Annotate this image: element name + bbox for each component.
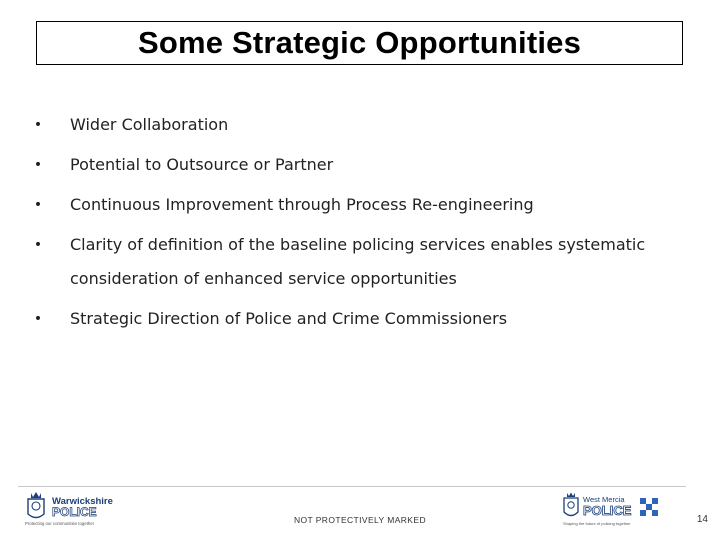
bullet-dot: • xyxy=(33,237,43,253)
bullet-dot: • xyxy=(33,197,43,213)
bullet-dot: • xyxy=(33,117,43,133)
left-logo-name: Warwickshire xyxy=(52,496,113,507)
police-crest-icon xyxy=(28,492,44,518)
bullet-text: Potential to Outsource or Partner xyxy=(70,155,334,174)
left-logo-tagline: Protecting our communities together xyxy=(25,521,95,526)
checkered-pattern-icon xyxy=(640,498,658,516)
right-logo-police: POLICE xyxy=(583,503,632,518)
bullet-item xyxy=(30,148,690,182)
bullet-list xyxy=(30,108,690,336)
bullet-dot: • xyxy=(33,157,43,173)
west-mercia-police-logo xyxy=(562,492,662,528)
bullet-dot: • xyxy=(33,311,43,327)
slide-title-box xyxy=(36,21,683,65)
footer-divider xyxy=(18,486,686,487)
protective-marking: NOT PROTECTIVELY MARKED xyxy=(293,515,426,525)
left-logo-police: POLICE xyxy=(52,505,97,519)
bullet-item xyxy=(30,108,690,142)
bullet-item xyxy=(30,302,690,336)
bullet-item xyxy=(30,228,690,296)
bullet-text: Continuous Improvement through Process Re-engineering xyxy=(70,195,534,214)
police-crest-icon xyxy=(564,493,578,516)
bullet-text: Strategic Direction of Police and Crime Commissioners xyxy=(70,309,508,328)
right-logo-tagline: Shaping the future of policing together xyxy=(563,521,631,526)
right-logo-name: West Mercia xyxy=(583,495,625,504)
slide-title: Some Strategic Opportunities xyxy=(137,25,582,60)
bullet-text: Clarity of definition of the baseline policing services enables systematic consideration of enhanced service opportunities xyxy=(70,235,646,288)
bullet-text: Wider Collaboration xyxy=(70,115,229,134)
page-number: 14 xyxy=(696,514,708,525)
bullet-item xyxy=(30,188,690,222)
